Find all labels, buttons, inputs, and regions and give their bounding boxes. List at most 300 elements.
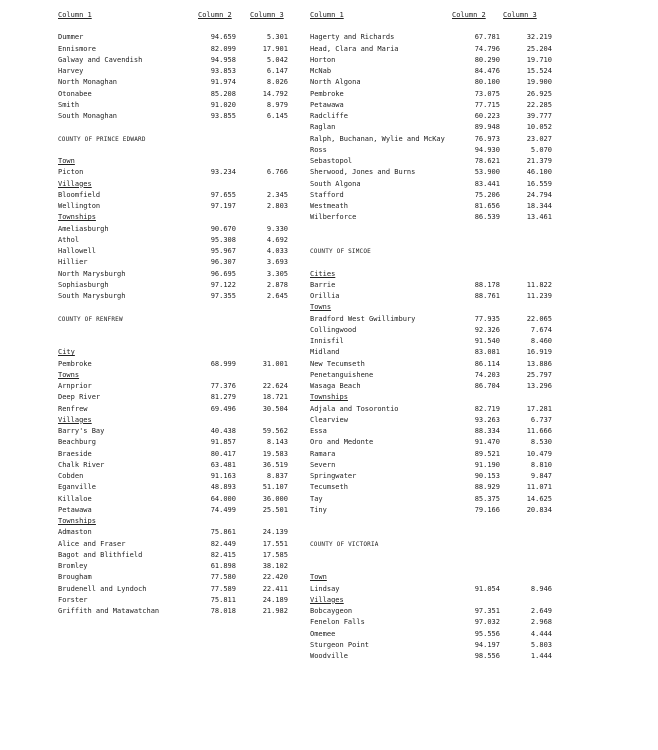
subsection-heading [58,156,298,167]
column-3-value: 2.645 [266,292,288,300]
municipality-name: Ennismore [58,44,96,53]
column-2-value: 94.659 [210,33,236,42]
column-3-value: 6.145 [266,112,288,120]
column-3-value: 2.803 [266,202,288,210]
table-row [58,44,298,55]
table-row [310,381,640,392]
column-3-value: 6.766 [266,168,288,177]
column-3-value: 24.189 [262,595,288,604]
column-3-value: 19.710 [526,55,552,64]
table-row [310,55,640,66]
table-row [58,606,298,617]
column-2-value: 85.208 [210,89,236,98]
table-row [58,392,298,403]
spacer [310,550,640,561]
municipality-name: McNab [310,67,332,75]
column-3-header: Column 3 [250,11,284,19]
municipality-name: Ramara [310,449,336,458]
column-3-value: 14.625 [526,494,552,503]
spacer [58,336,298,347]
column-2-value: 97.032 [474,618,500,627]
column-2-value: 91.163 [210,472,236,480]
column-3-value: 11.666 [526,427,552,435]
column-2-value: 77.589 [210,584,236,593]
column-3-value: 13.461 [526,213,552,222]
column-2-value: 77.715 [474,100,500,109]
table-row [58,55,298,66]
table-row [310,651,640,662]
spacer [310,516,640,527]
column-3-value: 6.737 [530,415,552,424]
municipality-name: Athol [58,235,80,244]
table-row [310,44,640,55]
table-row [310,201,640,212]
column-2-value: 68.999 [210,359,236,368]
table-row [310,100,640,111]
column-3-value: 31.001 [262,359,288,368]
municipality-name: Bradford West Gwillimbury [310,314,416,323]
column-3-value: 36.000 [262,494,288,503]
column-2-value: 88.761 [474,292,500,300]
right-table-body [310,32,640,662]
column-2-value: 95.967 [210,247,236,255]
municipality-name: Penetanguishene [310,370,374,379]
table-row [310,415,640,426]
municipality-name: Innisfil [310,337,344,345]
column-3-value: 11.071 [526,483,552,492]
column-2-value: 84.476 [474,67,500,75]
municipality-name: Wilberforce [310,213,357,222]
table-row [58,505,298,516]
column-2-value: 75.206 [474,190,500,199]
municipality-name: Springwater [310,472,357,480]
table-row [58,167,298,178]
column-3-value: 24.794 [526,190,552,199]
column-3-value: 10.479 [526,449,552,458]
municipality-name: Sturgeon Point [310,640,370,649]
county-heading-text: COUNTY OF PRINCE EDWARD [58,135,146,143]
subsection-heading-text: Townships [58,517,96,525]
table-row [58,246,298,257]
column-2-header: Column 2 [452,11,486,19]
column-3-value: 46.100 [526,168,552,177]
column-3-value: 10.052 [526,123,552,132]
column-2-value: 83.441 [474,179,500,188]
column-2-value: 77.935 [474,314,500,323]
column-3-value: 9.847 [530,472,552,480]
municipality-name: North Algona [310,78,361,87]
county-heading-text: COUNTY OF RENFREW [58,315,123,323]
municipality-name: Bromley [58,562,88,570]
municipality-name: North Monaghan [58,78,118,87]
municipality-name: Bobcaygeon [310,607,353,615]
table-row [310,66,640,77]
column-2-value: 95.556 [474,629,500,638]
column-3-value: 16.919 [526,348,552,357]
column-2-value: 64.000 [210,494,236,503]
column-3-value: 13.886 [526,359,552,368]
county-heading [58,134,298,145]
table-row [310,145,640,156]
column-3-value: 8.530 [530,438,552,447]
municipality-name: Ross [310,145,327,154]
column-2-value: 79.166 [474,505,500,514]
table-row [58,32,298,43]
column-3-value: 1.444 [530,652,552,660]
column-3-value: 11.239 [526,292,552,300]
subsection-heading-text: Villages [58,179,92,188]
municipality-name: Adjala and Tosorontio [310,404,399,413]
column-2-value: 97.351 [474,607,500,615]
table-row [310,280,640,291]
municipality-name: Hillier [58,258,88,267]
table-row [58,66,298,77]
column-3-value: 16.559 [526,179,552,188]
column-2-value: 86.704 [474,382,500,390]
municipality-name: Petawawa [310,100,344,109]
municipality-name: Ralph, Buchanan, Wylie and McKay [310,134,445,143]
municipality-name: Otonabee [58,89,92,98]
municipality-name: South Algona [310,179,361,188]
column-2-value: 81.279 [210,393,236,402]
municipality-name: Oro and Medonte [310,438,374,447]
municipality-name: Eganville [58,483,96,492]
column-2-value: 88.929 [474,483,500,492]
column-2-value: 76.973 [474,134,500,143]
column-2-value: 74.499 [210,505,236,514]
municipality-name: Pembroke [58,359,92,368]
spacer [58,325,298,336]
subsection-heading [58,212,298,223]
table-row [310,89,640,100]
column-3-value: 18.344 [526,202,552,210]
column-3-value: 4.033 [266,247,288,255]
table-row [58,111,298,122]
spacer [310,527,640,538]
column-3-value: 20.834 [526,505,552,514]
column-3-value: 13.296 [526,382,552,390]
municipality-name: South Monaghan [58,112,118,120]
table-row [310,494,640,505]
municipality-name: Westmeath [310,202,348,210]
column-3-value: 19.583 [262,449,288,458]
column-3-value: 2.345 [266,190,288,199]
table-row [58,77,298,88]
column-2-value: 90.153 [474,472,500,480]
column-2-value: 82.449 [210,539,236,548]
subsection-heading-text: Townships [58,213,96,222]
column-3-value: 7.674 [530,325,552,334]
column-3-value: 51.107 [262,483,288,492]
table-row [310,629,640,640]
municipality-name: Pembroke [310,89,344,98]
municipality-name: Sebastopol [310,157,353,165]
column-3-value: 22.420 [262,573,288,582]
column-2-value: 91.020 [210,100,236,109]
municipality-name: Braeside [58,449,92,458]
table-row [58,460,298,471]
column-3-value: 8.837 [266,472,288,480]
municipality-name: Griffith and Matawatchan [58,607,160,615]
column-3-value: 25.204 [526,44,552,53]
subsection-heading-text: Townships [310,393,348,402]
county-heading [310,246,640,257]
column-3-value: 25.797 [526,370,552,379]
spacer [310,561,640,572]
subsection-heading [310,392,640,403]
municipality-name: Bloomfield [58,190,101,199]
county-heading [58,314,298,325]
column-3-value: 24.139 [262,528,288,537]
table-row [310,617,640,628]
table-row [310,437,640,448]
municipality-name: Deep River [58,393,101,402]
municipality-name: Head, Clara and Maria [310,44,399,53]
column-2-value: 93.855 [210,112,236,120]
municipality-name: Arnprior [58,382,92,390]
column-3-value: 22.624 [262,382,288,390]
municipality-name: Stafford [310,190,344,199]
municipality-name: Clearview [310,415,348,424]
column-2-value: 60.223 [474,112,500,120]
table-row [58,89,298,100]
municipality-name: Wasaga Beach [310,382,361,390]
column-3-value: 18.721 [262,393,288,402]
table-row [58,291,298,302]
column-2-value: 75.811 [210,595,236,604]
column-2-value: 94.930 [474,145,500,154]
subsection-heading-text: Cities [310,269,336,278]
subsection-heading [310,572,640,583]
municipality-name: Renfrew [58,404,88,413]
column-2-value: 97.355 [210,292,236,300]
column-2-value: 85.375 [474,494,500,503]
municipality-name: Petawawa [58,505,92,514]
table-row [58,224,298,235]
column-2-value: 80.417 [210,449,236,458]
column-2-value: 82.099 [210,44,236,53]
column-3-value: 5.070 [530,145,552,154]
municipality-name: North Marysburgh [58,269,126,278]
column-3-value: 38.102 [262,562,288,570]
table-row [58,280,298,291]
column-2-value: 75.861 [210,528,236,537]
table-row [58,190,298,201]
column-2-value: 77.580 [210,573,236,582]
table-row [310,134,640,145]
column-2-value: 93.234 [210,168,236,177]
municipality-name: Barry's Bay [58,427,105,435]
municipality-name: New Tecumseth [310,359,365,368]
subsection-heading [58,347,298,358]
subsection-heading-text: Town [310,573,327,582]
municipality-name: Barrie [310,280,336,289]
municipality-name: South Marysburgh [58,292,126,300]
column-2-value: 83.081 [474,348,500,357]
column-3-value: 21.379 [526,157,552,165]
column-2-value: 67.781 [474,33,500,42]
column-2-value: 90.670 [210,224,236,233]
table-row [310,325,640,336]
table-row [310,314,640,325]
table-row [310,426,640,437]
municipality-name: Lindsay [310,584,340,593]
column-2-value: 98.556 [474,652,500,660]
column-2-value: 74.203 [474,370,500,379]
left-header-row [58,10,298,21]
column-2-value: 91.540 [474,337,500,345]
column-3-value: 8.026 [266,78,288,87]
subsection-heading-text: Town [58,157,75,165]
column-2-value: 91.470 [474,438,500,447]
column-3-value: 22.065 [526,314,552,323]
column-2-value: 94.197 [474,640,500,649]
column-2-value: 97.197 [210,202,236,210]
table-row [58,572,298,583]
column-2-value: 78.018 [210,607,236,615]
spacer [310,224,640,235]
column-2-value: 93.853 [210,67,236,75]
municipality-name: Woodville [310,652,348,660]
column-2-value: 97.122 [210,280,236,289]
table-row [310,212,640,223]
municipality-name: Bagot and Blithfield [58,550,143,559]
column-2-value: 82.415 [210,550,236,559]
county-heading-text: COUNTY OF SIMCOE [310,248,371,255]
municipality-name: Harvey [58,67,84,75]
spacer [58,122,298,133]
column-3-value: 22.411 [262,584,288,593]
table-row [310,471,640,482]
column-3-value: 9.330 [266,224,288,233]
municipality-name: Brudenell and Lyndoch [58,584,147,593]
subsection-heading [310,595,640,606]
municipality-name: Omemee [310,629,336,638]
column-2-value: 48.893 [210,483,236,492]
column-2-header: Column 2 [198,11,232,19]
spacer [58,145,298,156]
municipality-name: Orillia [310,292,340,300]
municipality-name: Tiny [310,505,327,514]
table-row [310,111,640,122]
table-row [310,347,640,358]
subsection-heading [58,516,298,527]
column-3-value: 2.968 [530,618,552,627]
municipality-name: Dummer [58,33,84,42]
column-2-value: 96.307 [210,258,236,267]
spacer [310,235,640,246]
column-1-header: Column 1 [58,11,92,19]
municipality-name: Tay [310,494,323,503]
table-row [310,640,640,651]
municipality-name: Collingwood [310,325,357,334]
column-2-value: 86.114 [474,359,500,368]
subsection-heading-text: Towns [310,303,332,312]
table-row [58,100,298,111]
column-3-value: 2.878 [266,280,288,289]
table-row [58,449,298,460]
table-row [58,359,298,370]
table-row [310,156,640,167]
municipality-name: Beachburg [58,438,96,447]
column-3-value: 39.777 [526,112,552,120]
municipality-name: Killaloe [58,494,92,503]
municipality-name: Forster [58,595,88,604]
table-row [310,449,640,460]
column-3-value: 26.925 [526,89,552,98]
municipality-name: Fenelon Falls [310,618,365,627]
municipality-name: Chalk River [58,460,105,469]
table-row [310,606,640,617]
column-2-value: 80.100 [474,78,500,87]
column-2-value: 91.974 [210,78,236,87]
column-3-value: 5.301 [266,33,288,42]
municipality-name: Hallowell [58,247,96,255]
column-2-value: 88.178 [474,280,500,289]
column-3-value: 14.792 [262,89,288,98]
column-3-value: 8.810 [530,460,552,469]
column-3-value: 4.692 [266,235,288,244]
column-2-value: 73.075 [474,89,500,98]
subsection-heading [58,179,298,190]
table-row [58,482,298,493]
table-row [310,32,640,43]
table-row [58,550,298,561]
table-row [310,460,640,471]
spacer [310,257,640,268]
municipality-name: Raglan [310,123,336,132]
column-3-value: 6.147 [266,67,288,75]
left-column [58,10,298,617]
left-table-body [58,32,298,617]
column-2-value: 53.900 [474,168,500,177]
column-3-value: 4.444 [530,629,552,638]
table-row [310,359,640,370]
column-3-value: 5.803 [530,640,552,649]
table-row [310,404,640,415]
table-row [310,505,640,516]
table-row [310,190,640,201]
table-row [310,291,640,302]
table-row [310,179,640,190]
column-2-value: 92.326 [474,325,500,334]
column-2-value: 93.263 [474,415,500,424]
municipality-name: Sherwood, Jones and Burns [310,168,416,177]
column-2-value: 96.695 [210,269,236,278]
table-row [310,336,640,347]
municipality-name: Midland [310,348,340,357]
county-heading [310,539,640,550]
municipality-name: Horton [310,55,336,64]
municipality-name: Galway and Cavendish [58,55,143,64]
column-3-value: 30.504 [262,404,288,413]
column-3-value: 3.693 [266,258,288,267]
column-3-value: 59.562 [262,427,288,435]
table-row [58,426,298,437]
table-row [58,584,298,595]
county-heading-text: COUNTY OF VICTORIA [310,540,379,548]
column-3-value: 11.822 [526,280,552,289]
table-row [310,122,640,133]
column-3-value: 22.285 [526,100,552,109]
column-2-value: 89.521 [474,449,500,458]
municipality-name: Brougham [58,573,92,582]
table-row [58,201,298,212]
column-3-value: 15.524 [526,67,552,75]
column-3-value: 36.519 [262,460,288,469]
column-2-value: 91.857 [210,438,236,447]
municipality-name: Cobden [58,472,84,480]
